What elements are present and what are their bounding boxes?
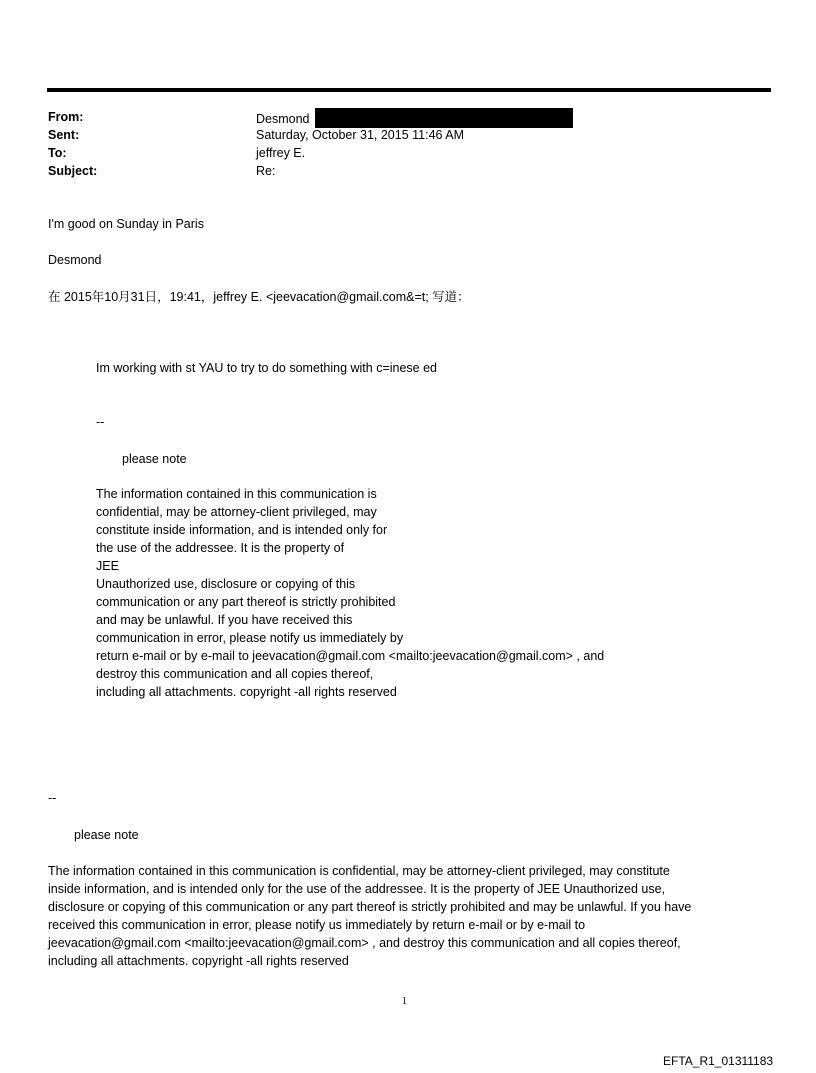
quoted-disclaimer-line: The information contained in this communication is [96,487,377,501]
signoff: Desmond [48,253,102,267]
quoted-disclaimer-line: including all attachments. copyright -all rights reserved [96,685,397,699]
disclaimer-line: received this communication in error, please notify us immediately by return e-mail or by e-mail to [48,918,586,932]
quoted-please-note: please note [122,452,187,466]
signature-separator: -- [48,791,57,805]
sent-label: Sent: [48,128,80,142]
quoted-disclaimer-line: communication or any part thereof is strictly prohibited [96,595,396,609]
from-name: Desmond [256,112,310,126]
page-number: 1 [402,996,407,1007]
quoted-disclaimer-line: JEE [96,559,119,573]
quoted-disclaimer-line: Unauthorized use, disclosure or copying of this [96,577,356,591]
quoted-disclaimer-line: confidential, may be attorney-client privileged, may [96,505,377,519]
subject-value: Re: [256,164,276,178]
quoted-message: Im working with st YAU to try to do something with c=inese ed [96,361,438,375]
from-value [256,108,573,128]
sent-value: Saturday, October 31, 2015 11:46 AM [256,128,465,142]
disclaimer-line: The information contained in this communication is confidential, may be attorney-client privileged, may constitute [48,864,670,878]
quoted-disclaimer-line: return e-mail or by e-mail to jeevacation@gmail.com <mailto:jeevacation@gmail.com> , and [96,649,605,663]
disclaimer-line: disclosure or copying of this communication or any part thereof is strictly prohibited and may be unlawful. If you have [48,900,692,914]
from-label: From: [48,110,84,124]
quote-header: 在 2015年10月31日，19:41，jeffrey E. <jeevacation@gmail.com&=t; 写道： [48,290,470,304]
please-note: please note [74,828,139,842]
subject-label: Subject: [48,164,98,178]
quoted-disclaimer-line: constitute inside information, and is intended only for [96,523,388,537]
disclaimer [48,862,691,970]
header-rule [47,88,771,92]
bates-id: EFTA_R1_01311183 [663,1054,774,1068]
quoted-disclaimer-line: the use of the addressee. It is the property of [96,541,345,555]
redaction-bar [315,108,573,128]
quoted-signature-separator: -- [96,415,105,429]
disclaimer-line: jeevacation@gmail.com <mailto:jeevacation@gmail.com> , and destroy this communication and all copies thereof, [48,936,681,950]
message-line: I'm good on Sunday in Paris [48,217,204,231]
disclaimer-line: inside information, and is intended only for the use of the addressee. It is the property of JEE Unauthorized use, [48,882,666,896]
quoted-disclaimer-line: and may be unlawful. If you have received this [96,613,353,627]
quoted-disclaimer-line: communication in error, please notify us immediately by [96,631,404,645]
to-label: To: [48,146,67,160]
to-value: jeffrey E. [256,146,306,160]
quoted-disclaimer-line: destroy this communication and all copies thereof, [96,667,374,681]
quoted-disclaimer [96,485,604,701]
disclaimer-line: including all attachments. copyright -all rights reserved [48,954,349,968]
